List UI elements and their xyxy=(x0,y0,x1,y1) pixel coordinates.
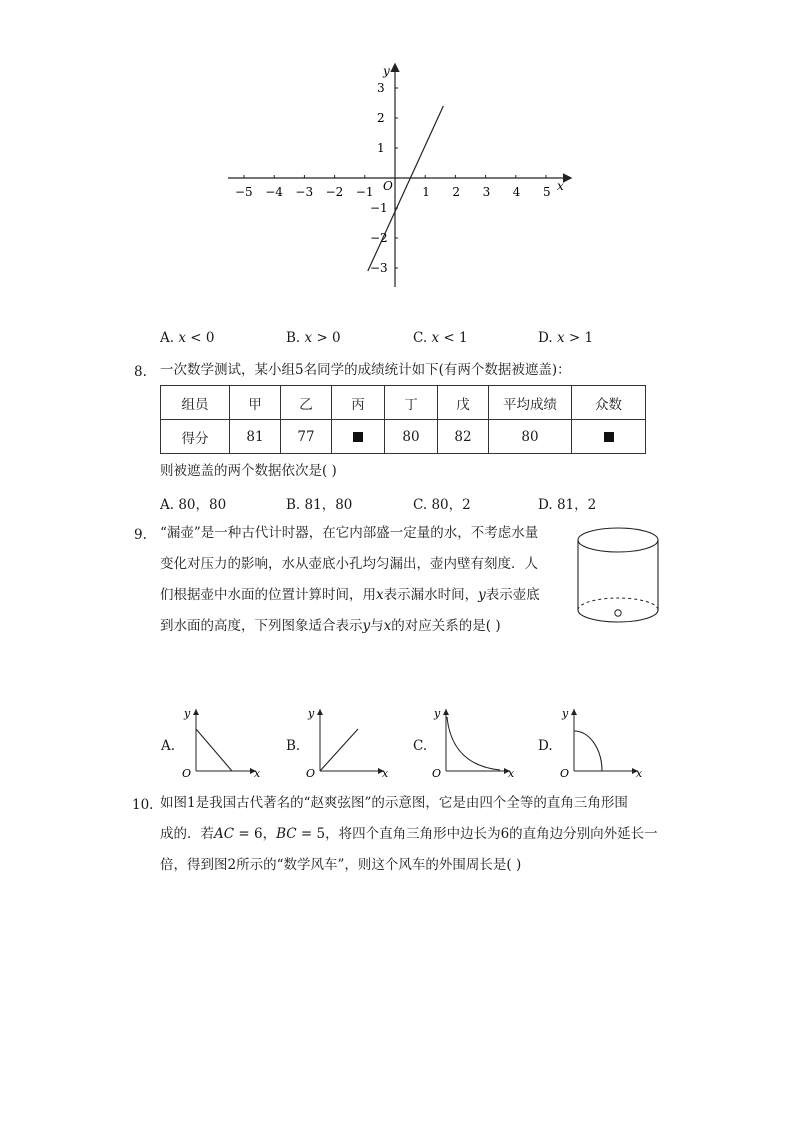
q7-option-c[interactable]: C. x < 1 xyxy=(413,330,468,346)
header-cell: 组员 xyxy=(161,386,230,420)
x-tick-label: −2 xyxy=(325,185,344,199)
q10-line3: 倍，得到图2所示的“数学风车”，则这个风车的外围周长是( ) xyxy=(160,857,522,873)
header-cell: 丁 xyxy=(385,386,438,420)
table-row xyxy=(161,420,646,454)
header-cell: 众数 xyxy=(572,386,646,420)
row-cell: 80 xyxy=(489,420,572,454)
header-cell: 丙 xyxy=(332,386,385,420)
q9-option-c-graph[interactable] xyxy=(428,703,518,783)
row-cell: 81 xyxy=(230,420,281,454)
svg-text:x: x xyxy=(636,767,643,780)
y-tick-label: −2 xyxy=(370,231,388,245)
x-tick-label: 1 xyxy=(422,185,430,199)
q8-number: 8. xyxy=(134,364,147,380)
x-tick-label: −5 xyxy=(235,185,253,199)
row-cell-hidden xyxy=(572,420,646,454)
y-tick-label: 3 xyxy=(377,81,385,95)
svg-text:y: y xyxy=(434,707,441,720)
q10-line1: 如图1是我国古代著名的“赵爽弦图”的示意图，它是由四个全等的直角三角形围 xyxy=(160,795,628,811)
x-tick-label: −1 xyxy=(355,185,374,199)
svg-text:O: O xyxy=(560,767,570,780)
q8-question: 则被遮盖的两个数据依次是( ) xyxy=(160,463,337,479)
q9-number: 9. xyxy=(134,527,147,543)
svg-text:x: x xyxy=(508,767,515,780)
svg-text:O: O xyxy=(306,767,316,780)
q7-option-d[interactable]: D. x > 1 xyxy=(538,330,594,346)
table-header-row xyxy=(161,386,646,420)
q7-coordinate-graph xyxy=(220,55,580,295)
q8-option-a[interactable]: A. 80，80 xyxy=(160,497,227,513)
header-cell: 平均成绩 xyxy=(489,386,572,420)
y-axis-label: y xyxy=(383,64,390,78)
q10-line2: 成的．若AC = 6，BC = 5，将四个直角三角形中边长为6的直角边分别向外延长一 xyxy=(160,826,658,842)
svg-text:y: y xyxy=(562,707,569,720)
row-cell: 得分 xyxy=(161,420,230,454)
hidden-value-square xyxy=(604,432,614,442)
row-cell-hidden xyxy=(332,420,385,454)
x-tick-label: −4 xyxy=(265,185,283,199)
q9-option-b-label[interactable]: B. xyxy=(286,738,301,754)
row-cell: 80 xyxy=(385,420,438,454)
x-tick-label: 2 xyxy=(452,185,461,199)
q8-stem: 一次数学测试，某小组5名同学的成绩统计如下(有两个数据被遮盖)： xyxy=(160,362,571,378)
x-axis-label: x xyxy=(557,179,564,193)
function-line xyxy=(368,106,444,271)
score-table xyxy=(160,385,646,454)
q9-line4: 到水面的高度，下列图象适合表示y与x的对应关系的是( ) xyxy=(160,618,501,634)
q9-option-c-label[interactable]: C. xyxy=(413,738,428,754)
svg-text:y: y xyxy=(308,707,315,720)
x-tick-label: 3 xyxy=(482,185,491,199)
origin-label: O xyxy=(383,179,393,193)
q9-option-a-graph[interactable] xyxy=(178,703,268,783)
svg-text:y: y xyxy=(184,707,191,720)
q9-line2: 变化对压力的影响，水从壶底小孔均匀漏出，壶内壁有刻度．人 xyxy=(160,556,538,572)
water-clock-cylinder-figure xyxy=(572,522,664,630)
y-tick-label: 1 xyxy=(377,141,385,155)
y-tick-label: 2 xyxy=(377,111,385,125)
q7-option-b[interactable]: B. x > 0 xyxy=(286,330,341,346)
q9-option-d-label[interactable]: D. xyxy=(538,738,553,754)
x-tick-label: 5 xyxy=(543,185,551,199)
x-tick-label: −3 xyxy=(295,185,314,199)
row-cell: 82 xyxy=(438,420,489,454)
q8-option-b[interactable]: B. 81，80 xyxy=(286,497,353,513)
y-tick-label: −1 xyxy=(370,201,388,215)
svg-text:O: O xyxy=(182,767,192,780)
q10-number: 10. xyxy=(132,797,154,813)
x-tick-label: 4 xyxy=(512,185,521,199)
header-cell: 乙 xyxy=(281,386,332,420)
y-tick-label: −3 xyxy=(370,261,388,275)
header-cell: 戊 xyxy=(438,386,489,420)
svg-text:O: O xyxy=(432,767,442,780)
header-cell: 甲 xyxy=(230,386,281,420)
q7-option-a[interactable]: A. x < 0 xyxy=(160,330,215,346)
q9-line3: 们根据壶中水面的位置计算时间，用x表示漏水时间，y表示壶底 xyxy=(160,587,540,603)
q9-option-b-graph[interactable] xyxy=(302,703,392,783)
svg-text:x: x xyxy=(254,767,261,780)
row-cell: 77 xyxy=(281,420,332,454)
drain-hole-icon xyxy=(615,610,621,616)
q8-option-c[interactable]: C. 80，2 xyxy=(413,497,471,513)
hidden-value-square xyxy=(353,432,363,442)
q9-line1: “漏壶”是一种古代计时器，在它内部盛一定量的水，不考虑水量 xyxy=(160,525,539,541)
q8-option-d[interactable]: D. 81，2 xyxy=(538,497,597,513)
q9-option-a-label[interactable]: A. xyxy=(161,738,176,754)
svg-text:x: x xyxy=(382,767,389,780)
q9-option-d-graph[interactable] xyxy=(556,703,646,783)
